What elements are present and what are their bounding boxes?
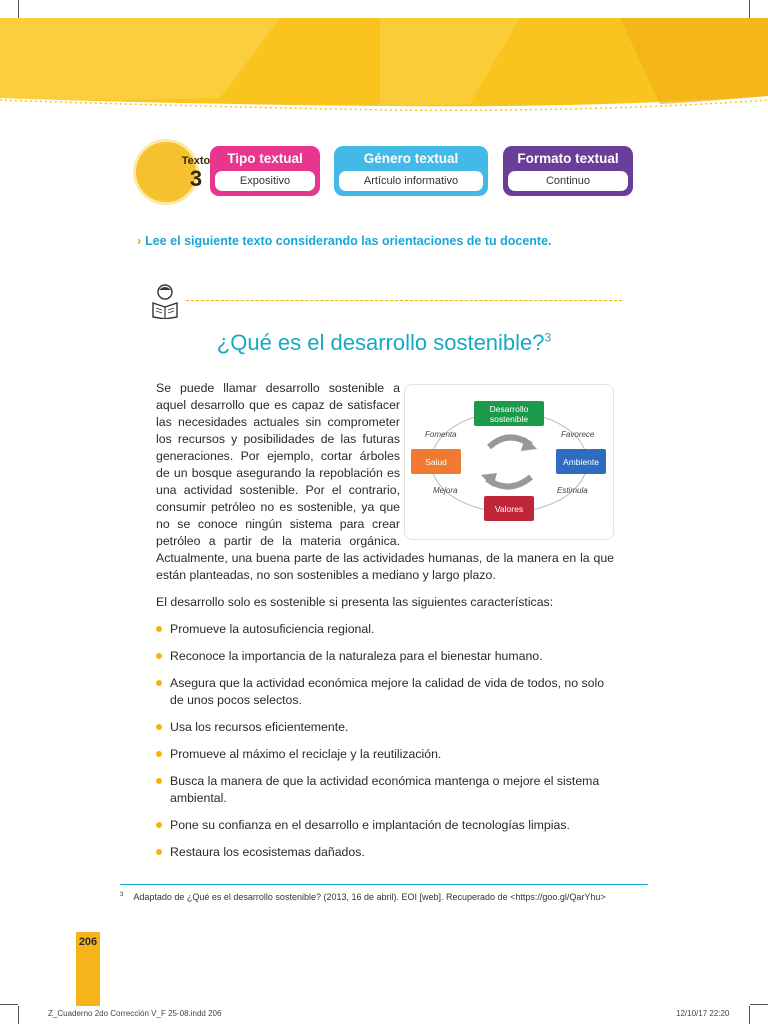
genero-textual-tag <box>334 146 488 196</box>
header-banner <box>0 18 768 118</box>
print-slug: Z_Cuaderno 2do Corrección V_F 25-08.indd 206 <box>48 1009 222 1018</box>
diagram-spacer <box>400 380 614 542</box>
label-favorece: Favorece <box>561 430 595 439</box>
texto-badge-number: 3 <box>189 166 203 191</box>
node-salud: Salud <box>411 449 461 474</box>
tipo-textual-title: Tipo textual <box>227 151 303 166</box>
label-estimula: Estimula <box>557 486 588 495</box>
list-item-text: Restaura los ecosistemas dañados. <box>170 845 365 859</box>
genero-textual-value: Artículo informativo <box>339 171 483 191</box>
label-mejora: Mejora <box>433 486 458 495</box>
footnote-divider <box>120 884 648 885</box>
crop-mark <box>18 0 19 18</box>
footnote-text: Adaptado de ¿Qué es el desarrollo sostenible? (2013, 16 de abril). EOI [web]. Recuperado de <https://goo.gl/QarYhu> <box>133 892 606 902</box>
crop-mark <box>18 1006 19 1024</box>
list-item <box>156 648 614 665</box>
tipo-textual-value: Expositivo <box>215 171 315 191</box>
label-fomenta: Fomenta <box>425 430 457 439</box>
characteristics-list <box>156 621 614 861</box>
list-item-text: Promueve al máximo el reciclaje y la reutilización. <box>170 747 442 761</box>
genero-textual-title: Género textual <box>363 151 459 166</box>
list-item <box>156 719 614 736</box>
reading-person-icon <box>150 283 180 319</box>
bullet-icon <box>156 778 162 784</box>
bullet-icon <box>156 680 162 686</box>
formato-textual-value: Continuo <box>508 171 628 191</box>
bullet-icon <box>156 653 162 659</box>
list-item <box>156 746 614 763</box>
instruction-text: Lee el siguiente texto considerando las orientaciones de tu docente. <box>145 234 552 248</box>
footnote-reference: 3 <box>544 330 552 345</box>
list-item <box>156 621 614 638</box>
formato-textual-tag <box>503 146 633 196</box>
list-item <box>156 844 614 861</box>
crop-mark <box>749 0 750 18</box>
crop-mark <box>0 1004 18 1005</box>
list-item-text: Reconoce la importancia de la naturaleza para el bienestar humano. <box>170 649 543 663</box>
list-item-text: Usa los recursos eficientemente. <box>170 720 349 734</box>
footnote-number: 3 <box>120 892 124 898</box>
list-item-text: Busca la manera de que la actividad económica mantenga o mejore el sistema ambiental. <box>170 774 600 805</box>
bullet-icon <box>156 626 162 632</box>
texto-badge-label: Texto <box>181 155 211 167</box>
footnote <box>120 892 660 902</box>
list-item <box>156 773 614 807</box>
bullet-icon <box>156 751 162 757</box>
paragraph-characteristics: El desarrollo solo es sostenible si presenta las siguientes características: <box>156 595 554 609</box>
list-item <box>156 675 614 709</box>
node-valores: Valores <box>484 496 534 521</box>
print-date: 12/10/17 22:20 <box>676 1009 730 1018</box>
crop-mark <box>750 1004 768 1005</box>
chevron-right-icon: › <box>137 234 142 248</box>
reading-instruction <box>137 234 657 248</box>
node-desarrollo-sostenible: Desarrollo sostenible <box>474 401 544 426</box>
section-divider <box>186 300 622 301</box>
list-item-text: Asegura que la actividad económica mejore la calidad de vida de todos, no solo de unos pocos selectos. <box>170 676 605 707</box>
page-number: 206 <box>78 936 98 948</box>
list-item-text: Promueve la autosuficiencia regional. <box>170 622 375 636</box>
list-item-text: Pone su confianza en el desarrollo e implantación de tecnologías limpias. <box>170 818 570 832</box>
texto-badge <box>136 142 211 202</box>
article-title <box>136 330 632 356</box>
page-number-tab <box>76 932 100 1006</box>
tipo-textual-tag <box>210 146 320 196</box>
crop-mark <box>749 1006 750 1024</box>
bullet-icon <box>156 822 162 828</box>
formato-textual-title: Formato textual <box>517 151 619 166</box>
bullet-icon <box>156 724 162 730</box>
article-body <box>156 380 614 871</box>
bullet-icon <box>156 849 162 855</box>
list-item <box>156 817 614 834</box>
paragraph-intro: Se puede llamar desarrollo sostenible a aquel desarrollo que es capaz de satisfacer las necesidades actuales sin comprometer los recursos y posibilidades de las futuras generaciones. Por ejemplo, cortar árboles de un bosque asegurando la repoblación es una actividad sostenible. Por el contrario, consumir petróleo no es sostenible, ya que no se conoce ningún sistema para crear petróleo a partir de la materia orgánica. Actualmente, una buena parte de las actividades humanas, de la manera en la que están planteadas, no son sostenibles a mediano y largo plazo. <box>156 381 614 582</box>
text-info-tags <box>136 142 636 202</box>
node-ambiente: Ambiente <box>556 449 606 474</box>
article-title-text: ¿Qué es el desarrollo sostenible? <box>216 330 545 355</box>
